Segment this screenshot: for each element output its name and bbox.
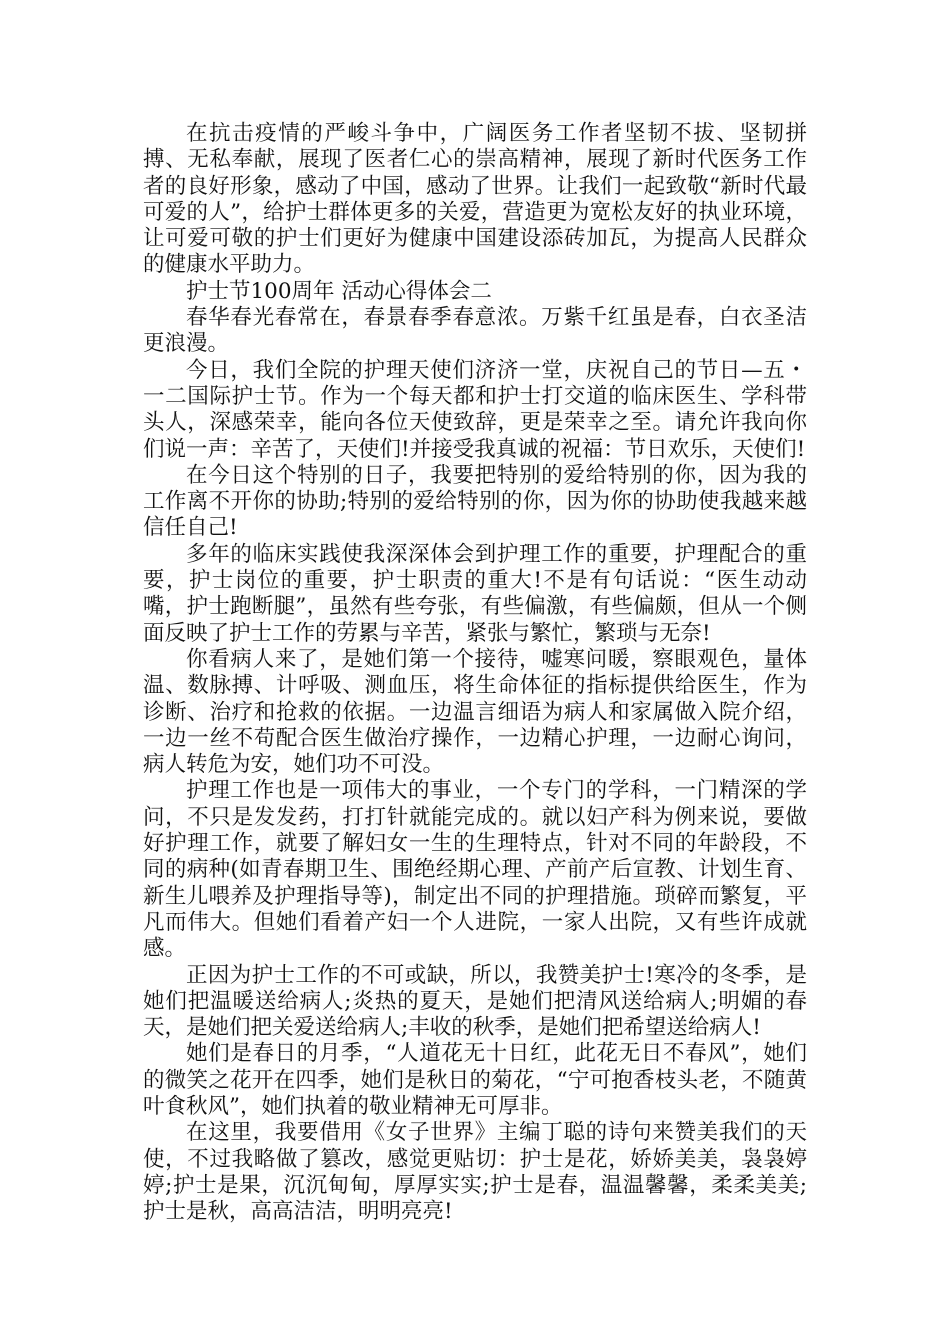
- paragraph-poem: 在这里，我要借用《女子世界》主编丁聪的诗句来赞美我们的天使，不过我略做了篡改，感觉更贴切：护士是花，娇娇美美，袅袅婷婷;护士是果，沉沉甸甸，厚厚实实;护士是春，温温馨馨，柔柔美美;护士是秋，高高洁洁，明明亮亮!: [143, 1120, 807, 1225]
- document-body: [143, 121, 807, 1225]
- paragraph-greeting: 今日，我们全院的护理天使们济济一堂，庆祝自己的节日—五・一二国际护士节。作为一个每天都和护士打交道的临床医生、学科带头人，深感荣幸，能向各位天使致辞，更是荣幸之至。请允许我向你们说一声：辛苦了，天使们!并接受我真诚的祝福：节日欢乐，天使们!: [143, 357, 807, 462]
- paragraph-clinical-practice: 多年的临床实践使我深深体会到护理工作的重要，护理配合的重要，护士岗位的重要，护士职责的重大!不是有句话说：“医生动动嘴，护士跑断腿”，虽然有些夸张，有些偏激，有些偏颇，但从一个侧面反映了护士工作的劳累与辛苦，紧张与繁忙，繁琐与无奈!: [143, 541, 807, 646]
- paragraph-patient-care: 你看病人来了，是她们第一个接待，嘘寒问暖，察眼观色，量体温、数脉搏、计呼吸、测血压，将生命体征的指标提供给医生，作为诊断、治疗和抢救的依据。一边温言细语为病人和家属做入院介绍，一边一丝不苟配合医生做治疗操作，一边精心护理，一边耐心询问，病人转危为安，她们功不可没。: [143, 646, 807, 778]
- paragraph-flowers: 她们是春日的月季，“人道花无十日红，此花无日不春风”，她们的微笑之花开在四季，她们是秋日的菊花，“宁可抱香枝头老，不随黄叶食秋风”，她们执着的敬业精神无可厚非。: [143, 1041, 807, 1119]
- paragraph-praise-seasons: 正因为护士工作的不可或缺，所以，我赞美护士!寒冷的冬季，是她们把温暖送给病人;炎热的夏天，是她们把清风送给病人;明媚的春天，是她们把关爱送给病人;丰收的秋季，是她们把希望送给病人!: [143, 962, 807, 1041]
- section-heading: 护士节100周年 活动心得体会二: [186, 278, 492, 304]
- paragraph-intro: 在抗击疫情的严峻斗争中，广阔医务工作者坚韧不拔、坚韧拼搏、无私奉献，展现了医者仁心的崇高精神，展现了新时代医务工作者的良好形象，感动了中国，感动了世界。让我们一起致敬“新时代最可爱的人”，给护士群体更多的关爱，营造更为宽松友好的执业环境，让可爱可敬的护士们更好为健康中国建设添砖加瓦，为提高人民群众的健康水平助力。: [143, 121, 807, 278]
- paragraph-spring-verse: 春华春光春常在，春景春季春意浓。万紫千红虽是春，白衣圣洁更浪漫。: [143, 305, 807, 357]
- paragraph-nursing-discipline: 护理工作也是一项伟大的事业，一个专门的学科，一门精深的学问，不只是发发药，打打针就能完成的。就以妇产科为例来说，要做好护理工作，就要了解妇女一生的生理特点，针对不同的年龄段，不同的病种(如青春期卫生、围绝经期心理、产前产后宣教、计划生育、新生儿喂养及护理指导等)，制定出不同的护理措施。琐碎而繁复，平凡而伟大。但她们看着产妇一个人进院，一家人出院，又有些许成就感。: [143, 778, 807, 962]
- paragraph-special-day: 在今日这个特别的日子，我要把特别的爱给特别的你，因为我的工作离不开你的协助;特别的爱给特别的你，因为你的协助使我越来越信任自己!: [143, 462, 807, 541]
